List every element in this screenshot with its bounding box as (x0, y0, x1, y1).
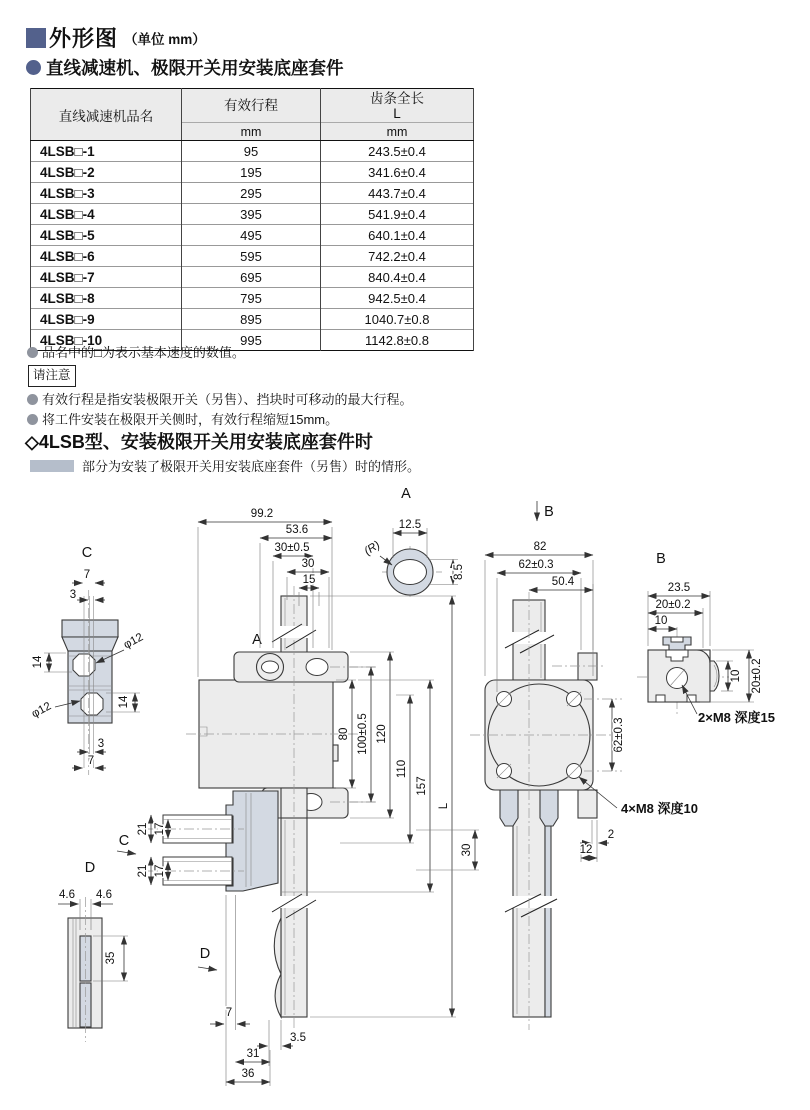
diamond-marker: ◇ (25, 432, 39, 452)
dim-110: 110 (396, 759, 408, 779)
dim-12-5: 12.5 (398, 519, 422, 531)
warning-badge: 请注意 (28, 365, 76, 387)
dim-36: 36 (241, 1068, 255, 1080)
c-shoulder (62, 637, 118, 651)
dim-c-phi12-lower: φ12 (29, 700, 54, 721)
dim-c-14-left: 14 (32, 655, 44, 669)
view-d-label: D (84, 860, 96, 876)
table-row: 4LSB□-2 195 341.6±0.4 (31, 162, 474, 183)
dim-23-5: 23.5 (667, 582, 691, 594)
dim-21-b: 21 (137, 864, 149, 878)
page-title: 外形图 (49, 26, 119, 51)
dim-d-4-6-right: 4.6 (96, 889, 112, 901)
technical-drawing (0, 480, 810, 1110)
dim-17-b: 17 (154, 864, 166, 878)
dim-100-tol: 100±0.5 (357, 713, 369, 755)
dim-80: 80 (338, 727, 350, 741)
table-row: 4LSB□-8 795 942.5±0.4 (31, 288, 474, 309)
dim-7-bottom: 7 (225, 1007, 233, 1019)
table-row: 4LSB□-6 595 742.2±0.4 (31, 246, 474, 267)
table-row: 4LSB□-10 995 1142.8±0.8 (31, 330, 474, 351)
switch-mount-base (226, 791, 278, 891)
note-bullet-icon (27, 347, 38, 358)
drawing-section-title: 4LSB型、安装极限开关用安装底座套件时 (38, 432, 373, 452)
dim-99-2: 99.2 (250, 508, 274, 520)
col-header-length-label: 齿条全长 (370, 90, 424, 106)
dim-50-4: 50.4 (551, 576, 575, 588)
view-d-arrow-label: D (199, 946, 211, 962)
dim-20-top: 20±0.2 (655, 599, 691, 611)
dim-L: L (438, 802, 450, 810)
col-header-length (321, 89, 474, 123)
dim-d-4-6-left: 4.6 (59, 889, 75, 901)
dim-30: 30 (301, 558, 315, 570)
dim-d-35: 35 (105, 951, 117, 965)
flange-oval-hole (306, 659, 328, 676)
side-rail-block (578, 790, 597, 818)
drawing-section-heading (25, 428, 373, 454)
dim-8-5: 8.5 (453, 564, 465, 580)
dim-c-3-bottom: 3 (97, 738, 105, 750)
view-c-label: C (81, 545, 93, 561)
dim-10-right: 10 (730, 669, 742, 683)
note-1 (27, 343, 413, 362)
dim-31: 31 (246, 1048, 260, 1060)
table-row: 4LSB□-7 695 840.4±0.4 (31, 267, 474, 288)
dim-c-phi12-upper: φ12 (121, 631, 146, 652)
section-a-label: A (252, 632, 262, 648)
dim-20-right: 20±0.2 (751, 658, 763, 694)
side-dog-rail (545, 826, 551, 1017)
side-switch-tab (578, 653, 597, 680)
c-hole-lower (81, 693, 103, 715)
dim-21-a: 21 (137, 822, 149, 836)
table-row: 4LSB□-1 95 243.5±0.4 (31, 141, 474, 162)
highlight-legend (30, 456, 420, 475)
table-row: 4LSB□-3 295 443.7±0.4 (31, 183, 474, 204)
side-leg (540, 790, 558, 826)
view-c (30, 545, 146, 775)
legend-color-swatch (30, 460, 74, 472)
page-title-unit: （单位 mm） (124, 31, 206, 47)
note-2 (27, 390, 413, 409)
note-bullet-icon (27, 414, 38, 425)
dim-53-6: 53.6 (285, 524, 309, 536)
col-unit-stroke: mm (182, 122, 321, 141)
table-row: 4LSB□-4 395 541.9±0.4 (31, 204, 474, 225)
rack-section-bore (394, 560, 427, 585)
dim-82: 82 (533, 541, 547, 553)
dim-157: 157 (416, 776, 428, 796)
note-3-text: 将工件安装在极限开关侧时，有效行程缩短15mm。 (42, 412, 339, 427)
dim-2: 2 (607, 829, 615, 841)
note-1-text: 品名中的□为表示基本速度的数值。 (42, 345, 245, 360)
table-section-title: 直线减速机、极限开关用安装底座套件 (46, 58, 344, 78)
detail-a-view (362, 486, 465, 600)
dim-17-a: 17 (154, 822, 166, 836)
callout-4xm8: 4×M8 深度10 (621, 801, 698, 816)
view-c-arrow-label: C (118, 833, 130, 849)
note-2-text: 有效行程是指安装极限开关（另售）、挡块时可移动的最大行程。 (42, 392, 413, 407)
rack-teeth (274, 918, 281, 1017)
col-header-length-symbol: L (393, 105, 401, 121)
dim-12: 12 (579, 844, 593, 856)
dim-3-5: 3.5 (290, 1032, 306, 1044)
view-d (58, 860, 128, 1042)
col-header-name: 直线减速机品名 (31, 89, 182, 141)
dim-15: 15 (302, 574, 316, 586)
dim-10-top: 10 (654, 615, 668, 627)
dim-62-top: 62±0.3 (518, 559, 554, 571)
dim-c-14-right: 14 (118, 695, 130, 709)
dim-120: 120 (376, 724, 388, 744)
heading-square-marker (26, 28, 46, 48)
heading-circle-marker (26, 60, 41, 75)
notes (27, 343, 413, 430)
center-view (117, 586, 378, 1032)
col-unit-length: mm (321, 122, 474, 141)
col-header-stroke-label: 有效行程 (224, 98, 278, 113)
dim-30-right: 30 (461, 843, 473, 857)
detail-b-label: B (656, 551, 666, 567)
table-section-heading (26, 55, 344, 80)
table-row: 4LSB□-9 895 1040.7±0.8 (31, 309, 474, 330)
dim-c-3-top: 3 (69, 589, 77, 601)
side-view (470, 501, 622, 1030)
dim-c-7-top: 7 (83, 569, 91, 581)
view-b-arrow-label: B (544, 504, 554, 520)
dim-30-tol: 30±0.5 (274, 542, 310, 554)
dim-c-7-bottom: 7 (87, 755, 95, 767)
note-3 (27, 410, 413, 429)
col-header-stroke (182, 89, 321, 123)
note-bullet-icon (27, 394, 38, 405)
callout-2xm8: 2×M8 深度15 (698, 710, 775, 725)
side-leg (500, 790, 518, 826)
c-cap (62, 620, 118, 637)
detail-b-view (637, 551, 775, 725)
detail-a-label: A (401, 486, 411, 502)
radius-label: (R) (362, 539, 383, 558)
flange-slot-hole (262, 661, 279, 673)
table-row: 4LSB□-5 495 640.1±0.4 (31, 225, 474, 246)
page-heading (26, 22, 206, 53)
legend-text: 部分为安装了极限开关用安装底座套件（另售）时的情形。 (82, 459, 421, 474)
spec-table (30, 88, 474, 351)
dim-62-right: 62±0.3 (613, 717, 625, 753)
